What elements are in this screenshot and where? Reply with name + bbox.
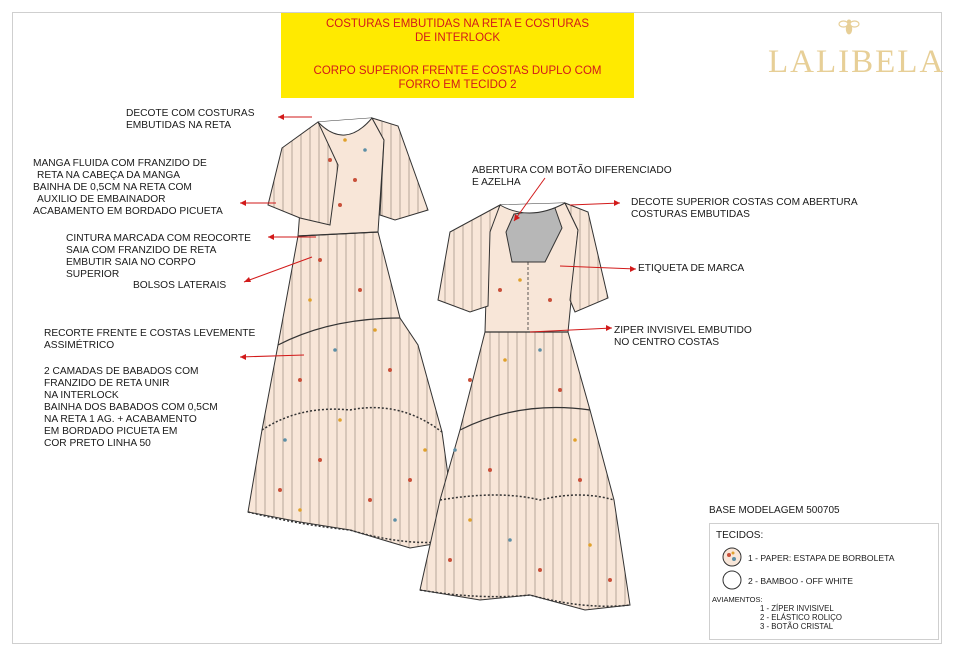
note-abertura: ABERTURA COM BOTÃO DIFERENCIADO E AZELHA <box>472 165 672 188</box>
brand-logo: LALIBELA <box>768 44 946 80</box>
title-line-4: FORRO EM TECIDO 2 <box>398 79 517 91</box>
note-bolsos: BOLSOS LATERAIS <box>133 280 227 291</box>
tecido-2: 2 - BAMBOO - OFF WHITE <box>748 576 854 586</box>
title-line-1: COSTURAS EMBUTIDAS NA RETA E COSTURAS <box>325 18 590 30</box>
note-recorte: RECORTE FRENTE E COSTAS LEVEMENTE ASSIMÉTRICO <box>44 328 256 351</box>
title-line-3: CORPO SUPERIOR FRENTE E COSTAS DUPLO COM <box>313 65 602 77</box>
front-dress <box>248 118 457 548</box>
tecido-1: 1 - PAPER: ESTAPA DE BORBOLETA <box>748 553 895 563</box>
aviamentos-heading: AVIAMENTOS: <box>712 595 763 604</box>
base-modelagem: BASE MODELAGEM 500705 <box>709 505 840 516</box>
swatch-print-icon <box>722 547 742 567</box>
swatch-white-icon <box>722 570 742 590</box>
note-babados: 2 CAMADAS DE BABADOS COM FRANZIDO DE RETA UNIR NA INTERLOCK BAINHA DOS BABADOS COM 0,5CM NA RETA 1 AG. + ACABAMENTO EM BORDADO PICUETA EM COR PRETO LINHA 50 <box>44 366 218 449</box>
note-manga: MANGA FLUIDA COM FRANZIDO DE RETA NA CABEÇA DA MANGA BAINHA DE 0,5CM NA RETA COM AUXILIO DE EMBAINADOR ACABAMENTO EM BORDADO PICUETA <box>33 158 223 217</box>
back-dress <box>420 203 630 610</box>
tecidos-heading: TECIDOS: <box>716 530 764 541</box>
note-ziper: ZIPER INVISIVEL EMBUTIDO NO CENTRO COSTAS <box>614 325 752 348</box>
note-decote-front: DECOTE COM COSTURAS EMBUTIDAS NA RETA <box>126 108 255 131</box>
aviamentos-list: 1 - ZÍPER INVISIVEL 2 - ELÁSTICO ROLIÇO 3 - BOTÃO CRISTAL <box>760 604 842 631</box>
note-cintura: CINTURA MARCADA COM REOCORTE SAIA COM FRANZIDO DE RETA EMBUTIR SAIA NO CORPO SUPERIOR <box>66 233 251 280</box>
title-line-2: DE INTERLOCK <box>415 32 500 44</box>
note-etiqueta: ETIQUETA DE MARCA <box>638 263 745 274</box>
note-decote-costas: DECOTE SUPERIOR COSTAS COM ABERTURA COSTURAS EMBUTIDAS <box>631 197 858 220</box>
